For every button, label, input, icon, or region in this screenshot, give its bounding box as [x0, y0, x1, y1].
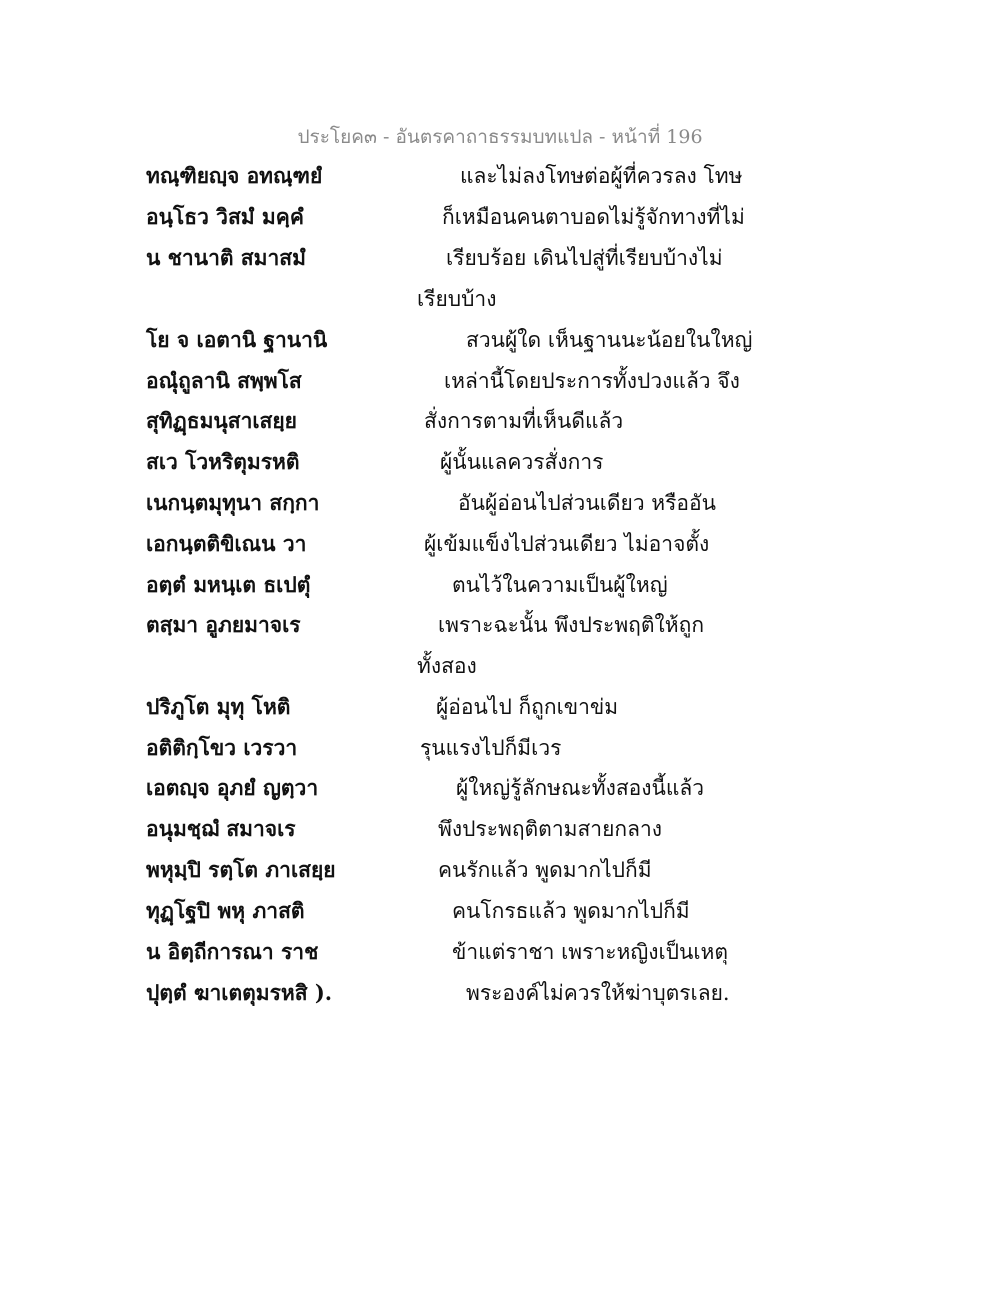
verse-line: [0, 569, 1000, 609]
verse-line: [0, 487, 1000, 527]
verse-line: [0, 528, 1000, 568]
thai-translation: ตนไว้ในความเป็นผู้ใหญ่: [452, 573, 668, 597]
thai-translation: เหล่านี้โดยประการทั้งปวงแล้ว จึง: [444, 369, 740, 393]
pali-text: เอกนฺตติขิเณน วา: [146, 531, 307, 556]
verse-line: [0, 813, 1000, 853]
verse-line: [0, 201, 1000, 241]
thai-translation: สวนผู้ใด เห็นฐานนะน้อยในใหญ่: [466, 328, 753, 352]
page-header: ประโยค๓ - อันตรคาถาธรรมบทแปล - หน้าที่ 196: [297, 126, 703, 148]
verse-line: [0, 160, 1000, 200]
pali-text: พหุมฺปิ รตฺโต ภาเสยฺย: [146, 857, 336, 882]
thai-translation: ผู้เข้มแข็งไปส่วนเดียว ไม่อาจตั้ง: [424, 532, 710, 556]
thai-translation: พระองค์ไม่ควรให้ฆ่าบุตรเลย.: [466, 981, 730, 1005]
pali-text: ปุตฺตํ ฆาเตตุมรหสิ ).: [146, 980, 333, 1005]
thai-translation: ก็เหมือนคนตาบอดไม่รู้จักทางที่ไม่: [442, 205, 745, 229]
thai-translation: และไม่ลงโทษต่อผู้ที่ควรลง โทษ: [460, 164, 743, 188]
verse-line: [0, 446, 1000, 486]
verse-line: [0, 283, 1000, 323]
verse-line: [0, 242, 1000, 282]
verse-line: [0, 365, 1000, 405]
thai-translation: ผู้ใหญ่รู้ลักษณะทั้งสองนี้แล้ว: [456, 776, 705, 800]
pali-text: ปริภูโต มุทุ โหติ: [146, 694, 291, 719]
pali-text: โย จ เอตานิ ฐานานิ: [146, 327, 328, 352]
verse-line: [0, 324, 1000, 364]
thai-translation: ผู้อ่อนไป ก็ถูกเขาข่ม: [436, 695, 619, 719]
thai-translation: คนโกรธแล้ว พูดมากไปก็มี: [452, 899, 690, 923]
pali-text: อนฺโธว วิสมํ มคฺคํ: [146, 204, 304, 229]
pali-text: อตฺตํ มหนฺเต ธเปตุํ: [146, 572, 311, 597]
pali-text: อณุํถูลานิ สพฺพโส: [146, 368, 302, 393]
pali-text: อนุมชฺฌํ สมาจเร: [146, 816, 296, 841]
verse-line: [0, 405, 1000, 445]
thai-translation: ทั้งสอง: [417, 654, 477, 678]
pali-text: สุทิฏฺธมนุสาเสยฺย: [146, 408, 297, 433]
pali-text: เอตญฺจ อุภยํ ญตฺวา: [146, 775, 319, 800]
verse-line: [0, 609, 1000, 649]
verse-line: [0, 936, 1000, 976]
pali-text: เนกนฺตมุทุนา สกฺกา: [146, 490, 320, 515]
pali-text: ทณฺฑิยญฺจ อทณฺฑยํ: [146, 163, 323, 188]
verse-line: [0, 772, 1000, 812]
verse-line: [0, 691, 1000, 731]
verse-line: [0, 854, 1000, 894]
verse-line: [0, 977, 1000, 1017]
thai-translation: เพราะฉะนั้น พึงประพฤติให้ถูก: [438, 613, 705, 637]
thai-translation: ข้าแต่ราชา เพราะหญิงเป็นเหตุ: [452, 940, 728, 964]
pali-text: ตสฺมา อูภยมาจเร: [146, 612, 301, 637]
pali-text: สเว โวหริตุมรหติ: [146, 449, 300, 474]
pali-text: ทุฏฺโฐปิ พหุ ภาสติ: [146, 898, 305, 923]
thai-translation: คนรักแล้ว พูดมากไปก็มี: [438, 858, 652, 882]
thai-translation: สั่งการตามที่เห็นดีแล้ว: [424, 409, 624, 433]
thai-translation: อันผู้อ่อนไปส่วนเดียว หรืออัน: [458, 491, 716, 515]
thai-translation: รุนแรงไปก็มีเวร: [420, 736, 562, 760]
pali-text: น อิตฺถีการณา ราช: [146, 939, 319, 964]
thai-translation: เรียบร้อย เดินไปสู่ที่เรียบบ้างไม่: [446, 246, 723, 270]
verse-line: [0, 732, 1000, 772]
verse-line: [0, 650, 1000, 690]
thai-translation: ผู้นั้นแลควรสั่งการ: [440, 450, 604, 474]
verse-line: [0, 895, 1000, 935]
pali-text: น ชานาติ สมาสมํ: [146, 245, 306, 270]
pali-text: อติติกฺโขว เวรวา: [146, 735, 298, 760]
thai-translation: พึงประพฤติตามสายกลาง: [438, 817, 662, 841]
thai-translation: เรียบบ้าง: [417, 287, 497, 311]
